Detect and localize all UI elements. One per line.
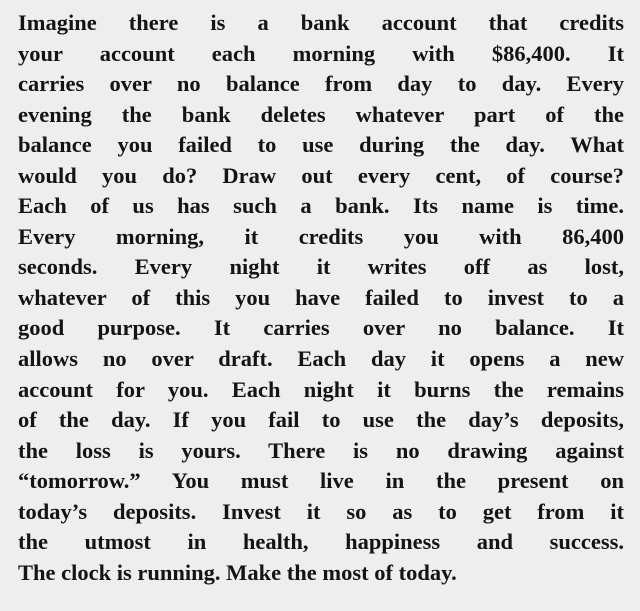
passage-text: [18, 8, 624, 588]
passage-line: your account each morning with $86,400. It: [18, 40, 624, 66]
passage-line: carries over no balance from day to day. Every: [18, 71, 624, 97]
passage-line: Each of us has such a bank. Its name is time.: [18, 193, 624, 219]
passage-line: the utmost in health, happiness and success.: [18, 529, 624, 555]
passage-line: The clock is running. Make the most of today.: [18, 559, 457, 585]
passage-line: the loss is yours. There is no drawing against: [18, 437, 624, 463]
passage-line: whatever of this you have failed to invest to a: [18, 284, 624, 310]
passage-line: Every morning, it credits you with 86,400: [18, 223, 624, 249]
passage-line: today’s deposits. Invest it so as to get from it: [18, 498, 624, 524]
passage-line: Imagine there is a bank account that credits: [18, 10, 624, 35]
passage-line: evening the bank deletes whatever part of the: [18, 101, 624, 127]
passage-line: balance you failed to use during the day. What: [18, 132, 624, 158]
passage-line: seconds. Every night it writes off as lost,: [18, 254, 624, 280]
passage-line: account for you. Each night it burns the remains: [18, 376, 624, 402]
passage-line: “tomorrow.” You must live in the present on: [18, 468, 624, 494]
passage-line: would you do? Draw out every cent, of course?: [18, 162, 624, 188]
passage-line: allows no over draft. Each day it opens a new: [18, 346, 624, 372]
passage-line: good purpose. It carries over no balance. It: [18, 315, 624, 341]
passage-line: of the day. If you fail to use the day’s deposits,: [18, 407, 624, 433]
